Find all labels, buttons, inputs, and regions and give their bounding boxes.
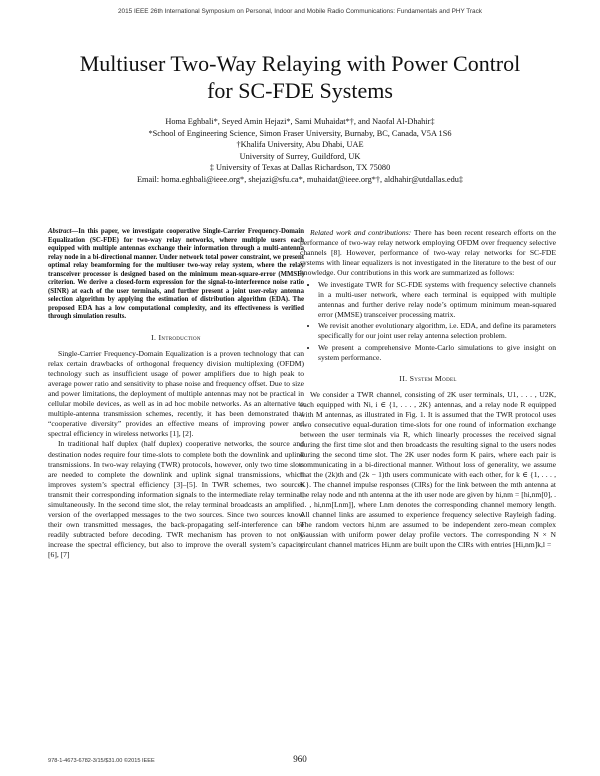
affiliation-utd: ‡ University of Texas at Dallas Richardson, TX 75080: [209, 163, 391, 173]
author-names: Homa Eghbali*, Seyed Amin Hejazi*, Sami Muhaidat*†, and Naofal Al-Dhahir‡: [165, 117, 435, 126]
abstract-text: —In this paper, we investigate cooperative Single-Carrier Frequency-Domain Equalization (SC-FDE) for two-way relay networks, where multiple users each equipped with multiple antennas exchange their information through a multi-antenna relay node in a bi-directional manner. Under network total power constraint, we present optimal relay beamforming for the multiuser two-way relay system, where the relay transceiver processor is designed based on the minimum mean-square-error (MMSE) criterion. We derive a closed-form expression for the signal-to-interference noise ratio (SINR) at each of the user terminals, and further present a joint user-relay antenna selection algorithm by applying the estimation of distribution algorithm (EDA). The proposed EDA has a low computational complexity, and its effectiveness is verified through simulation results.: [48, 228, 304, 321]
intro-paragraph-1: Single-Carrier Frequency-Domain Equalization is a proven technology that can relax certain drawbacks of orthogonal frequency division multiplexing (OFDM) technology such as insufficient usage of power amplifiers due to high peak to average power ratio and sensitivity to phase noise and frequency offset. Due to size and power limitations, the deployment of multiple antennas may not be practical in cellular mobile devices, as well as in ad hoc mobile networks. As an alternative to multiple-antenna transmission schemes, recently, it has been demonstrated that “cooperative diversity” provides an effective means of improving power and spectral efficiency in wireless networks [1], [2].: [48, 349, 304, 439]
contributions-list: [300, 280, 556, 362]
related-work-lead: Related work and contributions:: [310, 228, 412, 237]
contribution-item: • We investigate TWR for SC-FDE systems with frequency selective channels in a multi-user network, where each terminal is equipped with multiple antennas and further derive relay node’s optimum minimum mean-squared error (MMSE) transceiver processing matrix.: [318, 280, 556, 320]
contribution-item: • We present a comprehensive Monte-Carlo simulations to give insight on system performance.: [318, 343, 556, 363]
affiliation-sfu: *School of Engineering Science, Simon Fraser University, Burnaby, BC, Canada, V5A 1S6: [148, 128, 452, 138]
contribution-item: • We revisit another evolutionary algorithm, i.e. EDA, and define its parameters specifically for our joint user relay antenna selection problem.: [318, 321, 556, 341]
conference-header: 2015 IEEE 26th International Symposium on Personal, Indoor and Mobile Radio Communications: Fundamentals and PHY Track: [118, 8, 482, 15]
section-heading-system-model: II. System Model: [399, 373, 457, 383]
affiliation-khalifa: †Khalifa University, Abu Dhabi, UAE: [236, 140, 364, 150]
page-number: 960: [293, 754, 307, 764]
paper-title: [40, 50, 560, 104]
left-column: [48, 228, 304, 560]
abstract-label: Abstract: [48, 228, 72, 235]
section-heading-introduction: I. Introduction: [151, 333, 201, 343]
abstract: [48, 228, 304, 322]
related-work-text: There has been recent research efforts on the performance of two-way relay network employing OFDM over frequency selective channels [8]. However, performance of two-way relay networks for SC-FDE systems with linear equalizers is not investigated in the literature to the best of our knowledge. Our contributions in this work are summarized as follows:: [300, 228, 556, 278]
right-column: [300, 228, 556, 550]
author-block: [30, 116, 570, 186]
related-work-paragraph: [300, 228, 556, 278]
title-line-2: for SC-FDE Systems: [207, 78, 393, 103]
author-emails: Email: homa.eghbali@ieee.org*, shejazi@sfu.ca*, muhaidat@ieee.org*†, aldhahir@utdallas.edu‡: [136, 174, 464, 184]
copyright-footer: 978-1-4673-6782-3/15/$31.00 ©2015 IEEE: [48, 758, 155, 764]
intro-paragraph-2: In traditional half duplex (half duplex) cooperative networks, the source and destination nodes require four time-slots to complete both the downlink and uplink transmissions. In two-way relaying (TWR) protocols, however, only two time slots are needed to complete the downlink and uplink signal transmissions, which improves system’s spectral efficiency [3]–[5]. In TWR schemes, two sources transmit their corresponding information signals to the intermediate relay terminal, simultaneously. In the second time slot, the relay terminal broadcasts an amplified version of the overlapped messages to the two sources. Since two sources know their own transmitted messages, the back-propagating self-interference can be readily subtracted before decoding. TWR mechanism has proven to not only increase the spectral efficiency, but also to improve the overall system’s capacity [6], [7]: [48, 439, 304, 559]
system-model-paragraph: We consider a TWR channel, consisting of 2K user terminals, U1, . . . , U2K, each equipped with Ni, i ∈ {1, . . . , 2K} antennas, and a relay node R equipped with M antennas, as illustrated in Fig. 1. It is assumed that the TWR protocol uses two consecutive equal-duration time-slots for one round of information exchange between the user terminals via R, which linearly processes the received signal during the first time slot and then broadcasts the resulting signal to the users nodes during the second time slot. The 2K user nodes form K pairs, where each pair is communicating in a bi-directional manner. Without loss of generality, we assume that the (2k)th and (2k − 1)th users communicate with each other, for k ∈ {1, . . . , K}. The channel impulse responses (CIRs) for the link between the mth antenna at the relay node and nth antenna at the ith user node are given by hi,nm = [hi,nm[0], . . . , hi,nm[Lnm]], where Lnm denotes the corresponding channel memory length. All channel links are assumed to experience frequency selective Rayleigh fading. The random vectors hi,nm are assumed to be independent zero-mean complex Gaussian with uniform power delay profile vectors. The corresponding N × N circulant channel matrices Hi,nm are built upon the CIRs with entries [Hi,nm]k,l =: [300, 389, 556, 550]
title-line-1: Multiuser Two-Way Relaying with Power Control: [79, 51, 521, 76]
affiliation-surrey: University of Surrey, Guildford, UK: [239, 151, 361, 161]
